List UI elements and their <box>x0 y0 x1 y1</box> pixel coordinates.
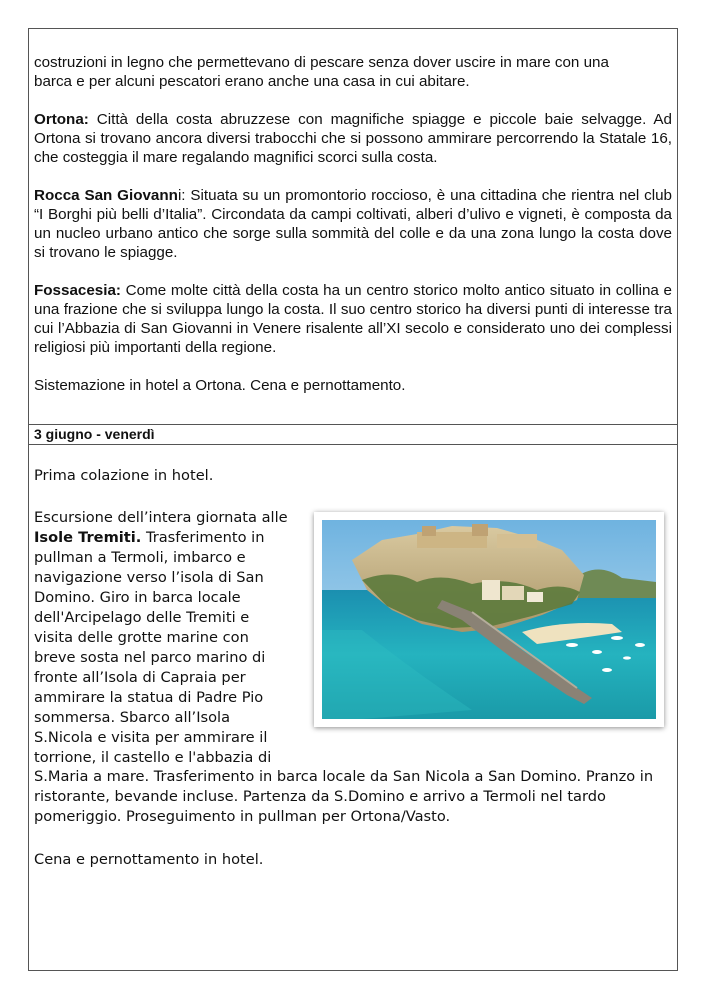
excursion-line: visita delle grotte marine con <box>34 629 249 646</box>
excursion-line: Isole Tremiti. Trasferimento in <box>34 529 265 546</box>
excursion-line: navigazione verso l’isola di San <box>34 569 264 586</box>
ortona-text: Città della costa abruzzese con magnifiche spiagge e piccole baie selvagge. Ad Ortona si trovano ancora diversi trabocchi che si possono ammirare percorrendo la Statale 16, che costeggia il mare regalando magnifici scorci sulla costa. <box>34 111 672 166</box>
dinner-note: Cena e pernottamento in hotel. <box>34 851 264 868</box>
fossacesia-title: Fossacesia: <box>34 282 121 299</box>
hotel-note: Sistemazione in hotel a Ortona. Cena e pernottamento. <box>34 377 406 394</box>
excursion-line: S.Nicola e visita per ammirare il <box>34 729 268 746</box>
fossacesia-text: Come molte città della costa ha un centro storico molto antico situato in collina e una frazione che si sviluppa lungo la costa. Il suo centro storico ha diversi punti di interesse tra cui l’Abbazia di San Giovanni in Venere risalente all’XI secolo e considerato uno dei complessi religiosi più importanti della regione. <box>34 282 672 356</box>
tremiti-photo <box>314 512 664 727</box>
excursion-wrapped-text <box>34 508 304 768</box>
tremiti-island-image <box>322 520 656 719</box>
page-frame <box>28 28 678 971</box>
excursion-line: ammirare la statua di Padre Pio <box>34 689 264 706</box>
excursion-line: torrione, il castello e l'abbazia di <box>34 749 272 766</box>
day-heading: 3 giugno - venerdì <box>28 424 678 445</box>
rocca-text: i: Situata su un promontorio roccioso, è una cittadina che rientra nel club “I Borghi più belli d’Italia”. Circondata da campi coltivati, alberi d’ulivo e vigneti, è composta da un nucleo urbano antico che sorge sulla sommità del colle e da una zona lungo la costa dove si trovano le spiagge. <box>34 187 672 261</box>
intro-paragraph <box>34 53 672 91</box>
excursion-line: S.Maria a mare. Trasferimento in barca locale da San Nicola a San Domino. Pranzo in <box>34 768 654 785</box>
intro-line-2: barca e per alcuni pescatori erano anche una casa in cui abitare. <box>34 73 470 90</box>
excursion-line: dell'Arcipelago delle Tremiti e <box>34 609 250 626</box>
excursion-line: breve sosta nel parco marino di <box>34 649 266 666</box>
rocca-paragraph <box>34 186 672 262</box>
fossacesia-paragraph <box>34 281 672 357</box>
excursion-line: ristorante, bevande incluse. Partenza da S.Domino e arrivo a Termoli nel tardo <box>34 788 606 805</box>
excursion-line: Domino. Giro in barca locale <box>34 589 241 606</box>
ortona-paragraph <box>34 110 672 167</box>
tremiti-title: Isole Tremiti. <box>34 529 142 546</box>
ortona-title: Ortona: <box>34 111 89 128</box>
breakfast-note: Prima colazione in hotel. <box>34 467 214 484</box>
intro-line-1: costruzioni in legno che permettevano di pescare senza dover uscire in mare con una <box>34 54 609 71</box>
excursion-line: sommersa. Sbarco all’Isola <box>34 709 231 726</box>
excursion-line: pullman a Termoli, imbarco e <box>34 549 246 566</box>
excursion-full-width-text <box>34 767 674 827</box>
excursion-line: fronte all’Isola di Capraia per <box>34 669 246 686</box>
excursion-line: Escursione dell’intera giornata alle <box>34 509 288 526</box>
excursion-line: pomeriggio. Proseguimento in pullman per Ortona/Vasto. <box>34 808 451 825</box>
rocca-title: Rocca San Giovann <box>34 187 178 204</box>
